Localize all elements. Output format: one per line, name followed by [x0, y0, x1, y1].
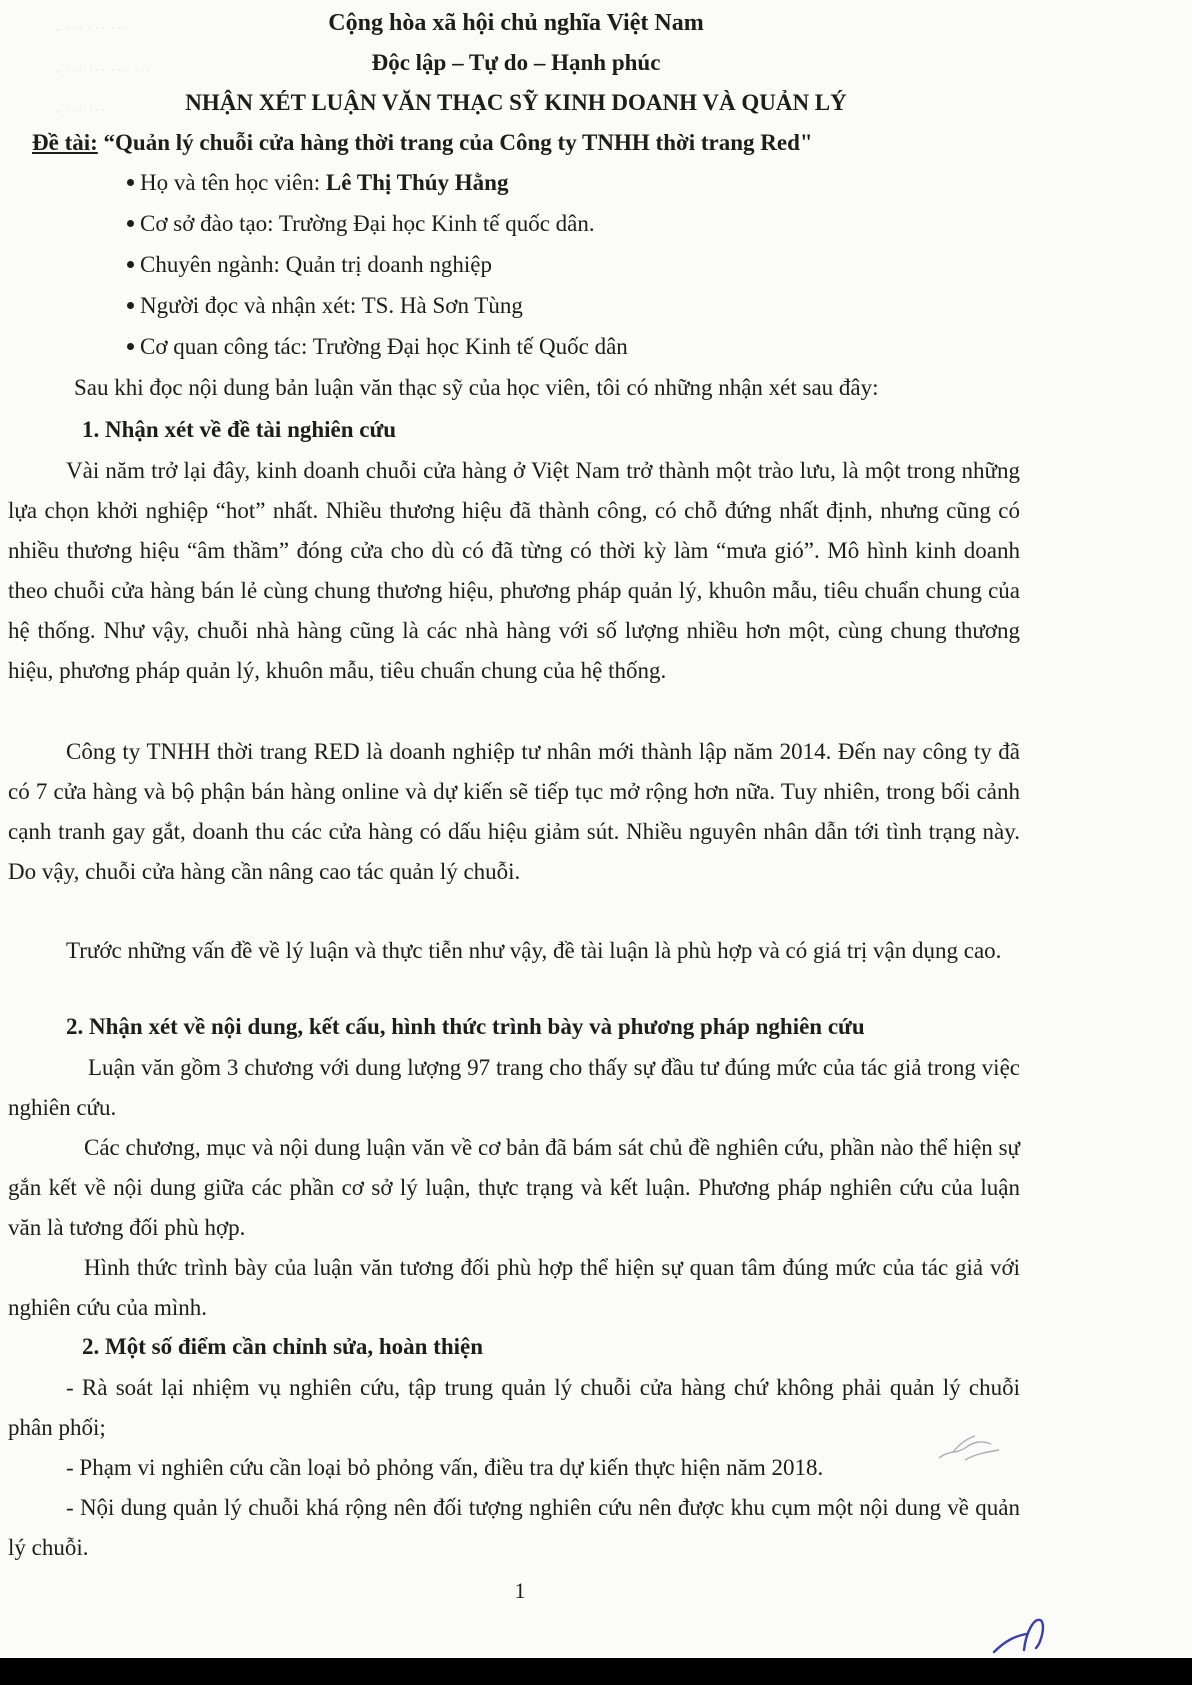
- bleed-through-text: - ··· ··· ···: [55, 18, 129, 38]
- bullet-icon: [127, 343, 134, 350]
- motto-heading: Độc lập – Tự do – Hạnh phúc: [371, 50, 661, 75]
- bullet-icon: [127, 302, 134, 309]
- section-3-item-3: - Nội dung quản lý chuỗi khá rộng nên đối tượng nghiên cứu nên được khu cụm một nội dung về quản lý chuỗi.: [8, 1495, 1020, 1560]
- section-3-title: 2. Một số điểm cần chỉnh sửa, hoàn thiện: [82, 1334, 484, 1359]
- bullet-icon: [127, 220, 134, 227]
- topic-value: “Quản lý chuỗi cửa hàng thời trang của Công ty TNHH thời trang Red": [103, 130, 813, 155]
- section-1-paragraph-3: Trước những vấn đề về lý luận và thực tiễn như vậy, đề tài luận là phù hợp và có giá trị vận dụng cao.: [66, 938, 1002, 963]
- nation-heading: Cộng hòa xã hội chủ nghĩa Việt Nam: [328, 10, 704, 36]
- bullet-icon: [127, 261, 134, 268]
- bleed-through-text: - ··· ···: [55, 100, 106, 120]
- section-2-paragraph-3: Hình thức trình bày của luận văn tương đối phù hợp thể hiện sự quan tâm đúng mức của tác giả với nghiên cứu của mình.: [8, 1255, 1020, 1320]
- info-major: Chuyên ngành: Quản trị doanh nghiệp: [127, 252, 492, 278]
- info-workplace: Cơ quan công tác: Trường Đại học Kinh tế Quốc dân: [127, 334, 628, 360]
- section-3-item-1: - Rà soát lại nhiệm vụ nghiên cứu, tập trung quản lý chuỗi cửa hàng chứ không phải quản lý chuỗi phân phối;: [8, 1375, 1020, 1440]
- bleed-through-text: - ··· ··· ··· ···: [55, 60, 151, 80]
- page-number: 1: [514, 1578, 526, 1603]
- section-2-paragraph-2: Các chương, mục và nội dung luận văn về cơ bản đã bám sát chủ đề nghiên cứu, phần nào thể hiện sự gắn kết về nội dung giữa các phần cơ sở lý luận, thực trạng và kết luận. Phương pháp nghiên cứu của luận văn là tương đối phù hợp.: [8, 1135, 1020, 1240]
- info-student: Họ và tên học viên: Lê Thị Thúy Hằng: [127, 170, 508, 196]
- topic-line: [32, 130, 813, 156]
- signature-mark-icon: [990, 1612, 1050, 1658]
- intro-text: Sau khi đọc nội dung bản luận văn thạc sỹ của học viên, tôi có những nhận xét sau đây:: [74, 375, 879, 400]
- document-title: NHẬN XÉT LUẬN VĂN THẠC SỸ KINH DOANH VÀ QUẢN LÝ: [185, 90, 847, 115]
- section-2-paragraph-1: Luận văn gồm 3 chương với dung lượng 97 trang cho thấy sự đầu tư đúng mức của tác giả trong việc nghiên cứu.: [8, 1055, 1020, 1120]
- student-name: Lê Thị Thúy Hằng: [325, 170, 509, 195]
- topic-label: Đề tài:: [32, 130, 98, 155]
- section-2-title: 2. Nhận xét về nội dung, kết cấu, hình thức trình bày và phương pháp nghiên cứu: [66, 1014, 865, 1039]
- initials-scribble-icon: [935, 1432, 1005, 1466]
- section-1-paragraph-2: Công ty TNHH thời trang RED là doanh nghiệp tư nhân mới thành lập năm 2014. Đến nay công ty đã có 7 cửa hàng và bộ phận bán hàng online và dự kiến sẽ tiếp tục mở rộng hơn nữa. Tuy nhiên, trong bối cảnh cạnh tranh gay gắt, doanh thu các cửa hàng có dấu hiệu giảm sút. Nhiều nguyên nhân dẫn tới tình trạng này. Do vậy, chuỗi cửa hàng cần nâng cao tác quản lý chuỗi.: [8, 739, 1020, 884]
- section-1-title: 1. Nhận xét về đề tài nghiên cứu: [82, 417, 397, 442]
- info-institution: Cơ sở đào tạo: Trường Đại học Kinh tế quốc dân.: [127, 211, 595, 237]
- section-1-paragraph-1: Vài năm trở lại đây, kinh doanh chuỗi cửa hàng ở Việt Nam trở thành một trào lưu, là một trong những lựa chọn khởi nghiệp “hot” nhất. Nhiều thương hiệu đã thành công, có chỗ đứng nhất định, nhưng cũng có nhiều thương hiệu “âm thầm” đóng cửa cho dù có đã từng có thời kỳ làm “mưa gió”. Mô hình kinh doanh theo chuỗi cửa hàng bán lẻ cùng chung thương hiệu, phương pháp quản lý, khuôn mẫu, tiêu chuẩn chung của hệ thống. Như vậy, chuỗi nhà hàng cũng là các nhà hàng với số lượng nhiều hơn một, cùng chung thương hiệu, phương pháp quản lý, khuôn mẫu, tiêu chuẩn chung của hệ thống.: [8, 458, 1020, 683]
- bullet-icon: [127, 179, 134, 186]
- section-3-item-2: - Phạm vi nghiên cứu cần loại bỏ phỏng vấn, điều tra dự kiến thực hiện năm 2018.: [66, 1455, 824, 1480]
- scan-bottom-band: [0, 1658, 1192, 1685]
- info-reviewer: Người đọc và nhận xét: TS. Hà Sơn Tùng: [127, 293, 523, 319]
